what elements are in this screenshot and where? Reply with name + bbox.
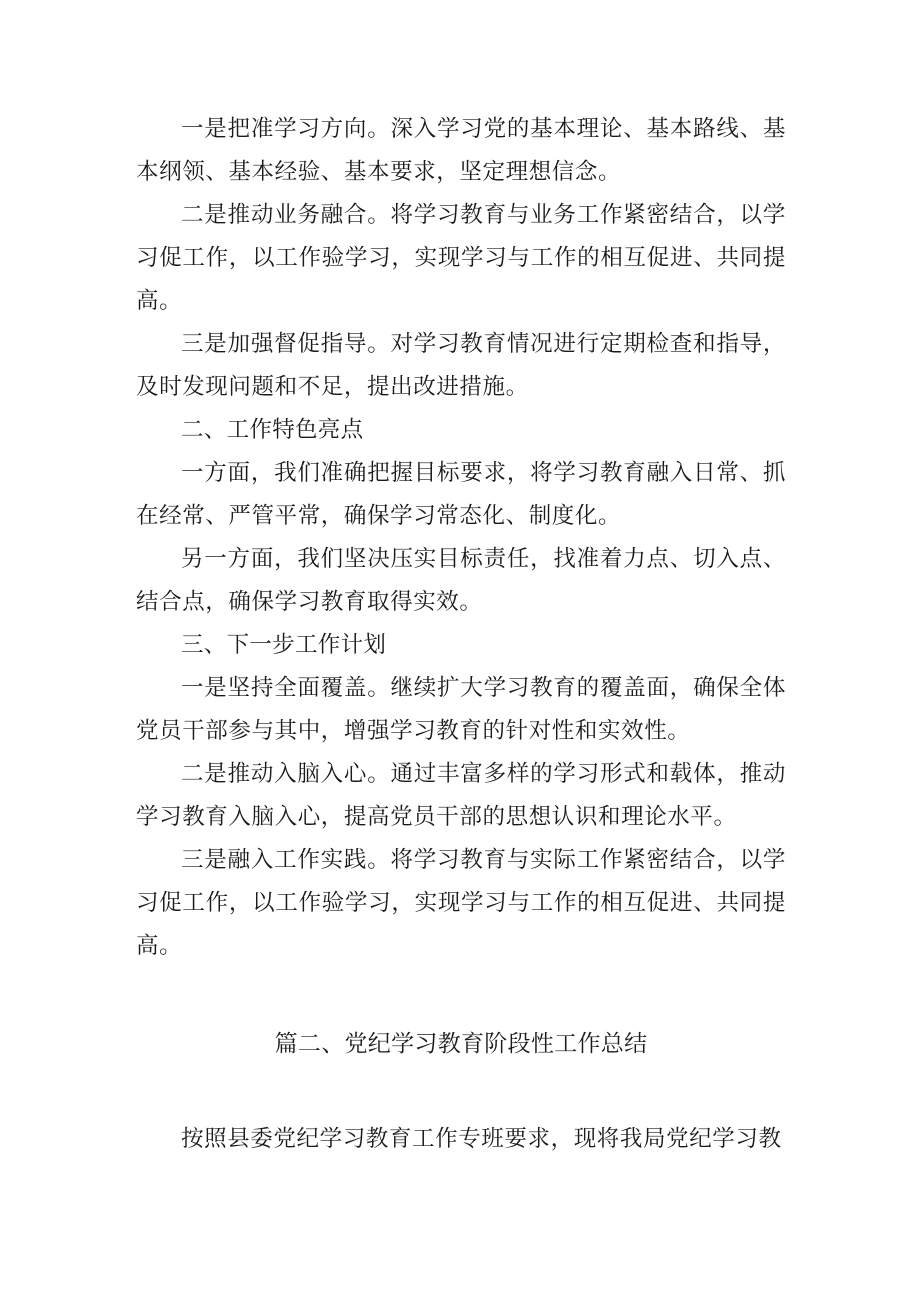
section-heading-next-plan: 三、下一步工作计划 <box>181 632 387 658</box>
paragraph-plan-internalize: 二是推动入脑入心。通过丰富多样的学习形式和载体，推动学习教育入脑入心，提高党员干部的思想认识和理论水平。 <box>136 761 786 830</box>
document-page <box>136 108 786 1161</box>
paragraph-highlight-one: 一方面，我们准确把握目标要求，将学习教育融入日常、抓在经常、严管平常，确保学习常态化、制度化。 <box>136 460 786 529</box>
paragraph-chapter-intro: 按照县委党纪学习教育工作专班要求，现将我局党纪学习教 <box>181 1126 782 1152</box>
paragraph-direction: 一是把准学习方向。深入学习党的基本理论、基本路线、基本纲领、基本经验、基本要求，坚定理想信念。 <box>136 116 786 185</box>
paragraph-highlight-two: 另一方面，我们坚决压实目标责任，找准着力点、切入点、结合点，确保学习教育取得实效。 <box>136 546 786 615</box>
paragraph-plan-coverage: 一是坚持全面覆盖。继续扩大学习教育的覆盖面，确保全体党员干部参与其中，增强学习教育的针对性和实效性。 <box>136 675 786 744</box>
paragraph-business-integration: 二是推动业务融合。将学习教育与业务工作紧密结合，以学习促工作，以工作验学习，实现学习与工作的相互促进、共同提高。 <box>136 202 786 314</box>
paragraph-supervision: 三是加强督促指导。对学习教育情况进行定期检查和指导，及时发现问题和不足，提出改进措施。 <box>136 331 786 400</box>
chapter-title: 篇二、党纪学习教育阶段性工作总结 <box>274 1031 648 1057</box>
paragraph-plan-practice: 三是融入工作实践。将学习教育与实际工作紧密结合，以学习促工作，以工作验学习，实现学习与工作的相互促进、共同提高。 <box>136 847 786 959</box>
section-heading-highlights: 二、工作特色亮点 <box>181 417 364 443</box>
